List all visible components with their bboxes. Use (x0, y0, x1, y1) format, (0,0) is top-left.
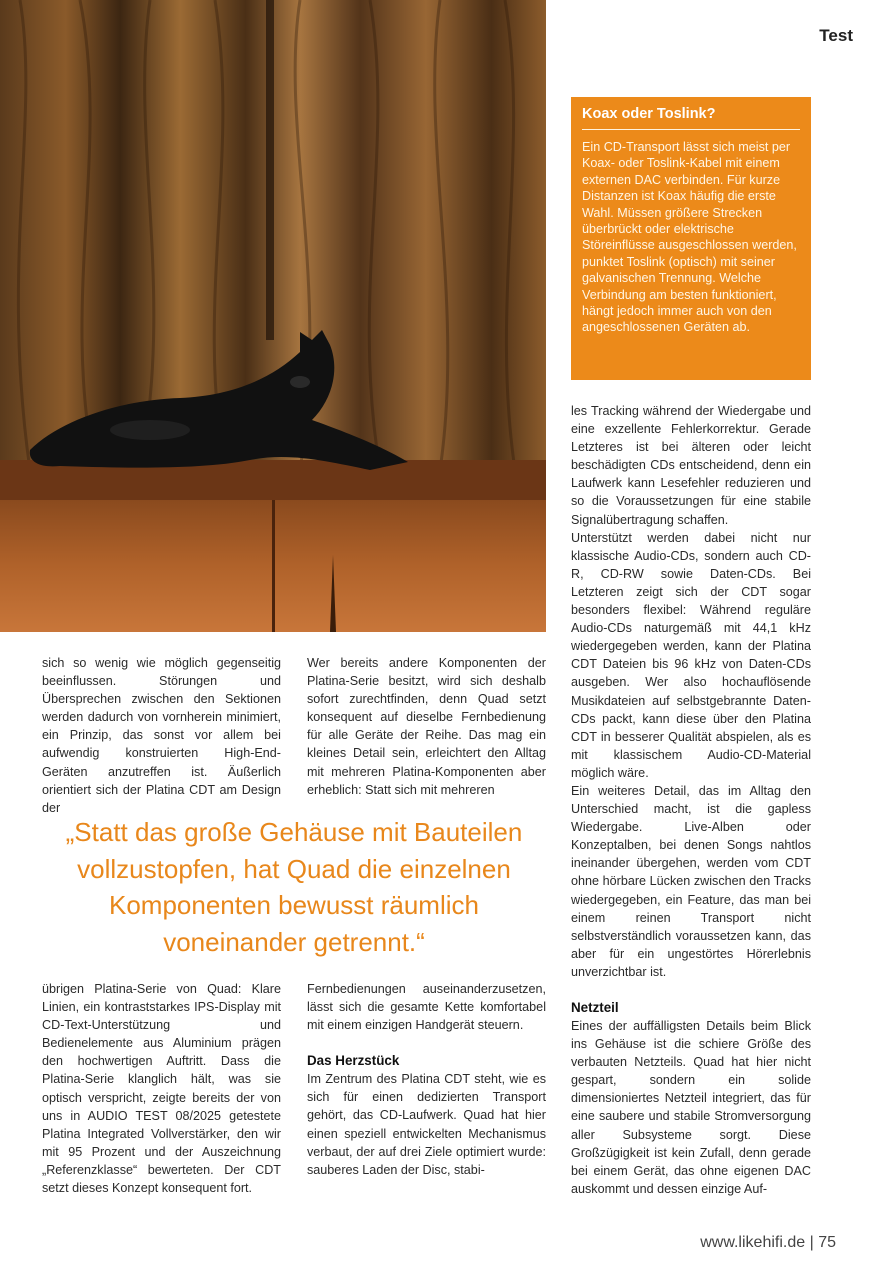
column-3 (571, 402, 811, 1198)
paragraph: Eines der auffälligsten Details beim Blick ins Gehäuse ist die schiere Größe des verbauten Netzteils. Quad hat hier nicht gespart, sondern ein solide dimensioniertes Netzteil integriert, das für eine saubere und stabile Stromversorgung aller Subsysteme sorgt. Diese Großzügigkeit ist kein Zufall, denn gerade bei einem Gerät, das ohne eigenen DAC auskommt und dessen einzige Auf- (571, 1019, 811, 1196)
paragraph: Unterstützt werden dabei nicht nur klassische Audio-CDs, sondern auch CD-R, CD-RW sowie Daten-CDs. Bei Letzteren zeigt sich der CDT sogar besonders flexibel: Während reguläre Audio-CDs naturgemäß mit 44,1 kHz wiedergegeben werden, kann der Platina CDT Dateien bis 96 kHz von Daten-CDs ausgeben. Wer also hochauflösende Musikdateien auf selbstgebrannte Daten-CDs packt, kann diese über den Platina CDT in besserer Qualität abspielen, als es mit klassischem Audio-CD-Material möglich wäre. (571, 530, 811, 780)
paragraph: sich so wenig wie möglich gegenseitig beeinflussen. Störungen und Übersprechen zwischen den Sektionen werden dadurch von vornherein minimiert, ein Prinzip, das sonst vor allem bei aufwendig konstruierten High-End-Geräten anzutreffen ist. Äußerlich orientiert sich der Platina CDT am Design der (42, 656, 281, 815)
info-box (571, 97, 811, 380)
column-2-bottom (307, 980, 546, 1179)
panther-on-sideboard-image (0, 0, 546, 632)
pull-quote: „Statt das große Gehäuse mit Bauteilen vollzustopfen, hat Quad die einzelnen Komponenten bewusst räumlich voneinander getrennt.“ (65, 817, 523, 957)
paragraph: übrigen Platina-Serie von Quad: Klare Linien, ein kontraststarkes IPS-Display mit CD-Text-Unterstützung und Bedienelemente aus Aluminium prägen den hochwertigen Auftritt. Dass die Platina-Serie klanglich hält, was sie optisch verspricht, zeigte bereits der von uns in AUDIO TEST 08/2025 getestete Platina Integrated Vollverstärker, den wir mit 95 Prozent und der Auszeichnung „Referenzklasse“ bewerteten. Der CDT setzt dieses Konzept konsequent fort. (42, 982, 281, 1196)
section-label: Test (819, 26, 853, 45)
paragraph: Im Zentrum des Platina CDT steht, wie es sich für einen dedizierten Transport gehört, das CD-Laufwerk. Quad hat hier einen speziell entwickelten Mechanismus verbaut, der auf drei Ziele optimiert wurde: sauberes Laden der Disc, stabi- (307, 1072, 546, 1177)
page-footer (700, 1234, 836, 1252)
info-box-title: Koax oder Toslink? (582, 106, 800, 130)
column-1-bottom (42, 980, 281, 1197)
separator: | (809, 1234, 814, 1251)
hero-photo (0, 0, 546, 632)
paragraph: Wer bereits andere Komponenten der Platina-Serie besitzt, wird sich deshalb sofort zurechtfinden, denn Quad setzt konsequent auf dieselbe Fernbedienung für alle Geräte der Reihe. Das mag ein kleines Detail sein, erleichtert den Alltag mit mehreren Platina-Komponenten aber erheblich: Statt sich mit mehreren (307, 656, 546, 797)
subheading: Netzteil (571, 1000, 619, 1015)
paragraph: les Tracking während der Wiedergabe und eine exzellente Fehlerkorrektur. Gerade Letzteres ist bei älteren oder leicht beschädigten CDs entscheidend, denn ein Laufwerk kann Lesefehler reduzieren und so die Voraussetzungen für eine stabile Signalübertragung schaffen. (571, 404, 811, 527)
column-2-top (307, 654, 546, 799)
info-box-text: Ein CD-Transport lässt sich meist per Koax- oder Toslink-Kabel mit einem externen DAC verbinden. Für kurze Distanzen ist Koax häufig die erste Wahl. Müssen größere Strecken überbrückt oder elektrische Störeinflüsse ausgeschlossen werden, punktet Toslink (optisch) mit seiner galvanischen Trennung. Welche Verbindung am besten funktioniert, hängt jedoch immer auch von den angeschlossenen Geräten ab. (582, 140, 797, 335)
column-1-top (42, 654, 281, 817)
subheading: Das Herzstück (307, 1053, 400, 1069)
paragraph: Ein weiteres Detail, das im Alltag den Unterschied macht, ist die gapless Wiedergabe. Live-Alben oder Konzeptalben, bei denen Songs nahtlos ineinander übergehen, werden vom CDT ohne hörbare Lücken zwischen den Tracks wiedergegeben, ein Feature, das man bei einem reinen Transport nicht selbstverständlich voraussetzen kann, das aber für ein ungestörtes Hörerlebnis unverzichtbar ist. (571, 783, 811, 979)
paragraph: Fernbedienungen auseinanderzusetzen, lässt sich die gesamte Kette komfortabel mit einem einzigen Handgerät steuern. (307, 982, 546, 1033)
page-number: 75 (818, 1234, 836, 1251)
site-url: www.likehifi.de (700, 1234, 806, 1251)
